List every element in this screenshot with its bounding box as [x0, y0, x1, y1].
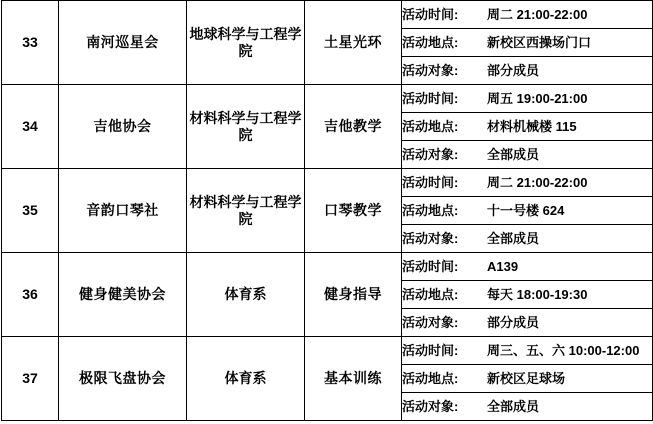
- club-name: 南河巡星会: [59, 1, 187, 85]
- detail-value-target: 部分成员: [487, 62, 540, 78]
- club-activity-table: [1, 0, 653, 421]
- club-details: [402, 253, 653, 337]
- detail-value-time: A139: [487, 253, 652, 281]
- detail-row-place: [402, 29, 652, 57]
- club-name: 音韵口琴社: [59, 169, 187, 253]
- club-department: 地球科学与工程学院: [187, 1, 305, 85]
- detail-label-target: 活动对象:: [402, 62, 459, 78]
- detail-value-time: 周二 21:00-22:00: [487, 1, 652, 29]
- club-activity: 基本训练: [305, 337, 402, 421]
- detail-label-target: 活动对象:: [402, 398, 459, 414]
- detail-label-time: 活动时间:: [402, 169, 487, 197]
- table-row: [2, 1, 653, 85]
- club-activity: 健身指导: [305, 253, 402, 337]
- club-department: 材料科学与工程学院: [187, 169, 305, 253]
- detail-row-time: [402, 1, 652, 29]
- table-row: [2, 337, 653, 421]
- detail-label-target: 活动对象:: [402, 230, 459, 246]
- detail-value-place: 材料机械楼 115: [487, 113, 652, 141]
- detail-label-time: 活动时间:: [402, 253, 487, 281]
- detail-row-time: [402, 253, 652, 281]
- detail-table: [402, 169, 652, 252]
- detail-table: [402, 1, 652, 84]
- detail-value-place: 新校区足球场: [487, 365, 652, 393]
- detail-row-time: [402, 85, 652, 113]
- club-activity: 土星光环: [305, 1, 402, 85]
- detail-label-time: 活动时间:: [402, 1, 487, 29]
- detail-label-place: 活动地点:: [402, 29, 487, 57]
- detail-value-place: 每天 18:00-19:30: [487, 281, 652, 309]
- row-index: 37: [2, 337, 59, 421]
- detail-value-target: 全部成员: [487, 230, 540, 246]
- detail-label-place: 活动地点:: [402, 197, 487, 225]
- club-department: 体育系: [187, 337, 305, 421]
- club-name: 健身健美协会: [59, 253, 187, 337]
- club-details: [402, 1, 653, 85]
- detail-value-time: 周二 21:00-22:00: [487, 169, 652, 197]
- detail-value-time: 周三、五、六 10:00-12:00: [487, 337, 652, 365]
- detail-table: [402, 85, 652, 168]
- detail-value-time: 周五 19:00-21:00: [487, 85, 652, 113]
- detail-row-target: [402, 393, 652, 421]
- detail-row-place: [402, 113, 652, 141]
- table-row: [2, 169, 653, 253]
- detail-row-place: [402, 197, 652, 225]
- detail-value-target: 部分成员: [487, 314, 540, 330]
- row-index: 33: [2, 1, 59, 85]
- club-department: 材料科学与工程学院: [187, 85, 305, 169]
- club-details: [402, 337, 653, 421]
- detail-row-target: [402, 57, 652, 85]
- row-index: 34: [2, 85, 59, 169]
- detail-label-time: 活动时间:: [402, 85, 487, 113]
- detail-row-target: [402, 225, 652, 253]
- club-details: [402, 169, 653, 253]
- club-activity: 口琴教学: [305, 169, 402, 253]
- row-index: 36: [2, 253, 59, 337]
- detail-value-place: 新校区西操场门口: [487, 29, 652, 57]
- detail-row-target: [402, 141, 652, 169]
- detail-row-time: [402, 169, 652, 197]
- detail-row-target: [402, 309, 652, 337]
- detail-row-time: [402, 337, 652, 365]
- detail-label-target: 活动对象:: [402, 146, 459, 162]
- club-activity: 吉他教学: [305, 85, 402, 169]
- detail-table: [402, 337, 652, 420]
- detail-label-time: 活动时间:: [402, 337, 487, 365]
- detail-value-target: 全部成员: [487, 398, 540, 414]
- table-row: [2, 85, 653, 169]
- detail-value-target: 全部成员: [487, 146, 540, 162]
- table-row: [2, 253, 653, 337]
- detail-label-target: 活动对象:: [402, 314, 459, 330]
- detail-table: [402, 253, 652, 336]
- detail-label-place: 活动地点:: [402, 281, 487, 309]
- club-department: 体育系: [187, 253, 305, 337]
- detail-label-place: 活动地点:: [402, 365, 487, 393]
- detail-row-place: [402, 365, 652, 393]
- detail-value-place: 十一号楼 624: [487, 197, 652, 225]
- detail-row-place: [402, 281, 652, 309]
- club-details: [402, 85, 653, 169]
- club-name: 吉他协会: [59, 85, 187, 169]
- row-index: 35: [2, 169, 59, 253]
- detail-label-place: 活动地点:: [402, 113, 487, 141]
- club-name: 极限飞盘协会: [59, 337, 187, 421]
